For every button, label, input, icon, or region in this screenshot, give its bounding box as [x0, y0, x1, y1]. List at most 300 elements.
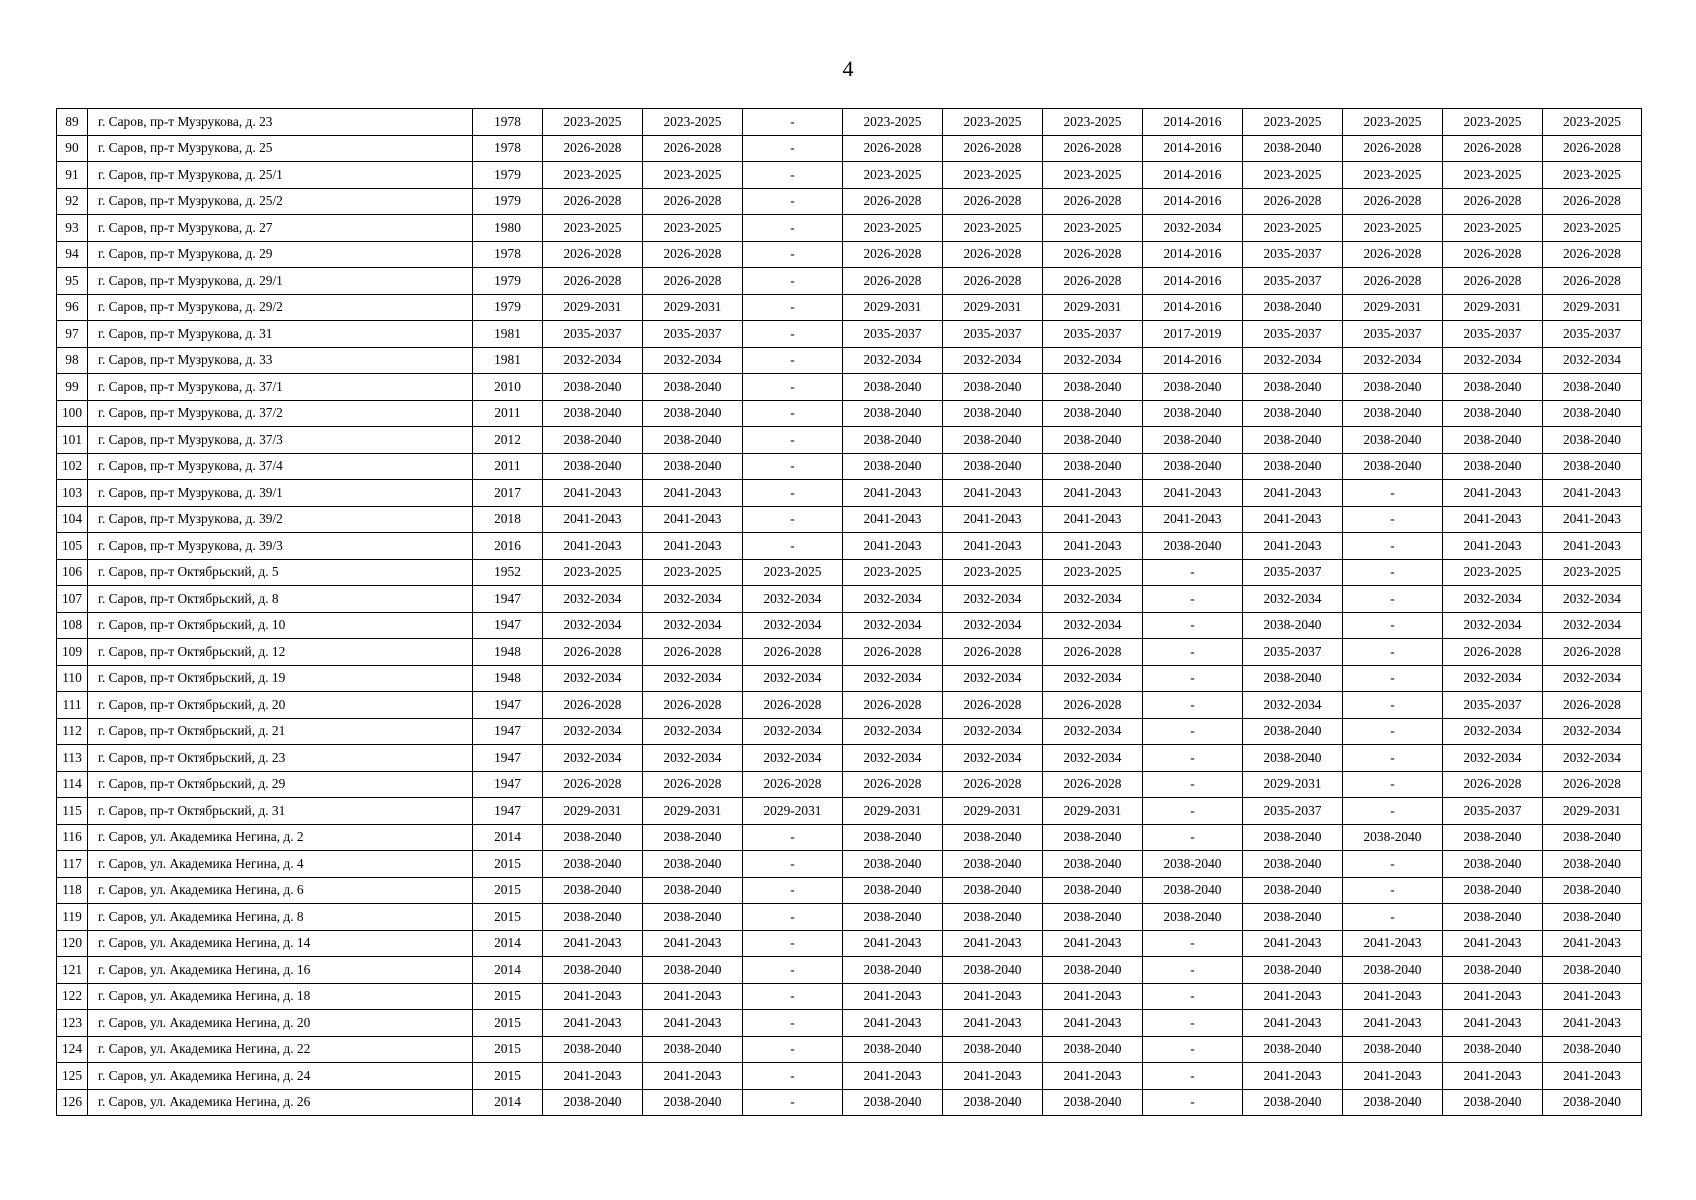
cell-build-year: 2010 [473, 374, 543, 401]
cell-period-6: 2038-2040 [1043, 851, 1143, 878]
cell-period-9: 2038-2040 [1343, 400, 1443, 427]
cell-period-7: - [1143, 612, 1243, 639]
cell-build-year: 1947 [473, 745, 543, 772]
cell-period-7: - [1143, 745, 1243, 772]
cell-period-4: 2026-2028 [843, 135, 943, 162]
cell-build-year: 1952 [473, 559, 543, 586]
cell-period-3: 2026-2028 [743, 692, 843, 719]
cell-period-1: 2038-2040 [543, 877, 643, 904]
cell-period-11: 2032-2034 [1543, 745, 1642, 772]
cell-period-11: 2032-2034 [1543, 612, 1642, 639]
cell-period-9: - [1343, 480, 1443, 507]
table-row [57, 639, 1642, 666]
cell-period-8: 2038-2040 [1243, 665, 1343, 692]
cell-address: г. Саров, пр-т Музрукова, д. 25 [88, 135, 473, 162]
cell-period-6: 2032-2034 [1043, 745, 1143, 772]
cell-period-4: 2032-2034 [843, 586, 943, 613]
cell-period-11: 2038-2040 [1543, 851, 1642, 878]
cell-period-10: 2032-2034 [1443, 745, 1543, 772]
cell-period-10: 2023-2025 [1443, 559, 1543, 586]
cell-period-6: 2032-2034 [1043, 665, 1143, 692]
cell-period-3: 2023-2025 [743, 559, 843, 586]
cell-period-4: 2032-2034 [843, 612, 943, 639]
cell-period-3: 2026-2028 [743, 771, 843, 798]
cell-period-8: 2038-2040 [1243, 745, 1343, 772]
cell-period-7: - [1143, 798, 1243, 825]
cell-period-5: 2038-2040 [943, 427, 1043, 454]
table-row [57, 162, 1642, 189]
cell-period-11: 2032-2034 [1543, 586, 1642, 613]
cell-period-1: 2029-2031 [543, 798, 643, 825]
cell-period-6: 2023-2025 [1043, 162, 1143, 189]
cell-period-6: 2038-2040 [1043, 877, 1143, 904]
cell-period-5: 2032-2034 [943, 612, 1043, 639]
cell-period-6: 2041-2043 [1043, 1010, 1143, 1037]
cell-period-5: 2029-2031 [943, 798, 1043, 825]
cell-period-9: - [1343, 612, 1443, 639]
cell-period-4: 2026-2028 [843, 639, 943, 666]
cell-period-10: 2026-2028 [1443, 639, 1543, 666]
cell-period-6: 2029-2031 [1043, 798, 1143, 825]
cell-period-10: 2035-2037 [1443, 692, 1543, 719]
cell-period-10: 2041-2043 [1443, 480, 1543, 507]
table-row [57, 745, 1642, 772]
cell-period-7: - [1143, 1036, 1243, 1063]
cell-row-number: 108 [57, 612, 88, 639]
cell-period-3: - [743, 400, 843, 427]
cell-row-number: 106 [57, 559, 88, 586]
cell-period-9: 2041-2043 [1343, 1063, 1443, 1090]
cell-period-7: - [1143, 718, 1243, 745]
cell-row-number: 97 [57, 321, 88, 348]
table-row [57, 586, 1642, 613]
cell-period-10: 2023-2025 [1443, 109, 1543, 136]
table-row [57, 692, 1642, 719]
cell-period-9: 2032-2034 [1343, 347, 1443, 374]
table-row [57, 427, 1642, 454]
cell-row-number: 125 [57, 1063, 88, 1090]
table-row [57, 400, 1642, 427]
cell-period-5: 2038-2040 [943, 453, 1043, 480]
cell-period-2: 2038-2040 [643, 851, 743, 878]
cell-row-number: 124 [57, 1036, 88, 1063]
table-row [57, 135, 1642, 162]
cell-address: г. Саров, пр-т Октябрьский, д. 31 [88, 798, 473, 825]
cell-address: г. Саров, пр-т Октябрьский, д. 10 [88, 612, 473, 639]
cell-period-3: - [743, 1036, 843, 1063]
table-row [57, 321, 1642, 348]
cell-period-11: 2026-2028 [1543, 268, 1642, 295]
cell-period-10: 2026-2028 [1443, 241, 1543, 268]
cell-period-9: - [1343, 718, 1443, 745]
cell-period-5: 2041-2043 [943, 983, 1043, 1010]
cell-period-7: 2038-2040 [1143, 904, 1243, 931]
cell-period-11: 2038-2040 [1543, 824, 1642, 851]
cell-address: г. Саров, пр-т Октябрьский, д. 20 [88, 692, 473, 719]
cell-period-2: 2026-2028 [643, 771, 743, 798]
cell-period-1: 2041-2043 [543, 506, 643, 533]
cell-period-10: 2041-2043 [1443, 930, 1543, 957]
cell-period-7: 2014-2016 [1143, 294, 1243, 321]
table-row [57, 453, 1642, 480]
cell-address: г. Саров, пр-т Музрукова, д. 37/3 [88, 427, 473, 454]
cell-period-6: 2038-2040 [1043, 904, 1143, 931]
cell-period-1: 2038-2040 [543, 453, 643, 480]
cell-period-3: - [743, 188, 843, 215]
cell-period-7: 2038-2040 [1143, 851, 1243, 878]
cell-build-year: 2015 [473, 904, 543, 931]
cell-period-9: - [1343, 639, 1443, 666]
cell-period-6: 2026-2028 [1043, 188, 1143, 215]
table-row [57, 188, 1642, 215]
cell-row-number: 100 [57, 400, 88, 427]
cell-period-7: 2038-2040 [1143, 374, 1243, 401]
cell-period-5: 2032-2034 [943, 718, 1043, 745]
cell-period-4: 2041-2043 [843, 930, 943, 957]
cell-build-year: 1947 [473, 771, 543, 798]
cell-address: г. Саров, ул. Академика Негина, д. 4 [88, 851, 473, 878]
cell-period-8: 2038-2040 [1243, 1089, 1343, 1116]
cell-period-8: 2038-2040 [1243, 957, 1343, 984]
cell-period-6: 2038-2040 [1043, 1036, 1143, 1063]
cell-period-8: 2038-2040 [1243, 453, 1343, 480]
cell-period-4: 2038-2040 [843, 877, 943, 904]
cell-period-3: - [743, 109, 843, 136]
cell-row-number: 93 [57, 215, 88, 242]
cell-period-9: 2041-2043 [1343, 1010, 1443, 1037]
cell-row-number: 113 [57, 745, 88, 772]
cell-address: г. Саров, пр-т Музрукова, д. 25/2 [88, 188, 473, 215]
table-row [57, 930, 1642, 957]
cell-period-11: 2038-2040 [1543, 453, 1642, 480]
cell-period-5: 2038-2040 [943, 877, 1043, 904]
cell-period-4: 2041-2043 [843, 533, 943, 560]
cell-period-8: 2038-2040 [1243, 824, 1343, 851]
cell-period-8: 2041-2043 [1243, 983, 1343, 1010]
table-row [57, 1089, 1642, 1116]
cell-period-4: 2026-2028 [843, 771, 943, 798]
cell-period-4: 2026-2028 [843, 188, 943, 215]
cell-period-8: 2035-2037 [1243, 559, 1343, 586]
cell-period-2: 2041-2043 [643, 983, 743, 1010]
cell-address: г. Саров, пр-т Музрукова, д. 39/2 [88, 506, 473, 533]
cell-period-10: 2023-2025 [1443, 162, 1543, 189]
cell-period-7: - [1143, 983, 1243, 1010]
cell-period-9: - [1343, 559, 1443, 586]
cell-period-11: 2023-2025 [1543, 162, 1642, 189]
cell-period-3: - [743, 1063, 843, 1090]
cell-period-9: 2035-2037 [1343, 321, 1443, 348]
cell-period-2: 2038-2040 [643, 1089, 743, 1116]
cell-period-10: 2038-2040 [1443, 453, 1543, 480]
cell-period-4: 2038-2040 [843, 1036, 943, 1063]
cell-period-4: 2032-2034 [843, 347, 943, 374]
cell-period-1: 2041-2043 [543, 1063, 643, 1090]
cell-address: г. Саров, ул. Академика Негина, д. 14 [88, 930, 473, 957]
cell-row-number: 117 [57, 851, 88, 878]
cell-period-2: 2026-2028 [643, 241, 743, 268]
cell-period-11: 2023-2025 [1543, 109, 1642, 136]
cell-row-number: 116 [57, 824, 88, 851]
table-row [57, 268, 1642, 295]
cell-period-2: 2038-2040 [643, 374, 743, 401]
cell-row-number: 104 [57, 506, 88, 533]
cell-period-6: 2026-2028 [1043, 639, 1143, 666]
cell-period-3: - [743, 824, 843, 851]
cell-period-10: 2032-2034 [1443, 718, 1543, 745]
cell-period-4: 2023-2025 [843, 162, 943, 189]
cell-row-number: 91 [57, 162, 88, 189]
cell-period-7: - [1143, 586, 1243, 613]
cell-row-number: 123 [57, 1010, 88, 1037]
cell-period-10: 2038-2040 [1443, 877, 1543, 904]
table-row [57, 798, 1642, 825]
cell-period-9: 2026-2028 [1343, 268, 1443, 295]
cell-period-8: 2038-2040 [1243, 400, 1343, 427]
cell-row-number: 110 [57, 665, 88, 692]
cell-period-9: 2023-2025 [1343, 162, 1443, 189]
cell-period-11: 2032-2034 [1543, 718, 1642, 745]
cell-period-5: 2026-2028 [943, 639, 1043, 666]
cell-period-10: 2041-2043 [1443, 533, 1543, 560]
cell-period-5: 2026-2028 [943, 135, 1043, 162]
cell-period-2: 2026-2028 [643, 188, 743, 215]
cell-period-10: 2038-2040 [1443, 1089, 1543, 1116]
cell-period-2: 2032-2034 [643, 612, 743, 639]
cell-period-3: - [743, 427, 843, 454]
cell-row-number: 111 [57, 692, 88, 719]
cell-period-2: 2035-2037 [643, 321, 743, 348]
cell-period-1: 2038-2040 [543, 824, 643, 851]
cell-period-8: 2038-2040 [1243, 374, 1343, 401]
cell-period-6: 2038-2040 [1043, 453, 1143, 480]
cell-period-7: 2038-2040 [1143, 877, 1243, 904]
cell-period-7: 2041-2043 [1143, 480, 1243, 507]
cell-row-number: 99 [57, 374, 88, 401]
cell-period-9: - [1343, 745, 1443, 772]
cell-address: г. Саров, пр-т Октябрьский, д. 5 [88, 559, 473, 586]
cell-address: г. Саров, пр-т Музрукова, д. 39/3 [88, 533, 473, 560]
cell-period-6: 2041-2043 [1043, 1063, 1143, 1090]
cell-row-number: 94 [57, 241, 88, 268]
cell-period-1: 2026-2028 [543, 241, 643, 268]
cell-period-5: 2038-2040 [943, 400, 1043, 427]
cell-period-2: 2032-2034 [643, 665, 743, 692]
cell-build-year: 1947 [473, 798, 543, 825]
cell-period-4: 2038-2040 [843, 1089, 943, 1116]
cell-period-1: 2026-2028 [543, 639, 643, 666]
cell-period-4: 2038-2040 [843, 427, 943, 454]
cell-period-2: 2038-2040 [643, 957, 743, 984]
cell-period-6: 2041-2043 [1043, 506, 1143, 533]
table-row [57, 718, 1642, 745]
cell-period-6: 2023-2025 [1043, 559, 1143, 586]
cell-build-year: 1978 [473, 109, 543, 136]
cell-period-8: 2041-2043 [1243, 930, 1343, 957]
cell-period-2: 2032-2034 [643, 586, 743, 613]
cell-period-8: 2035-2037 [1243, 798, 1343, 825]
cell-period-1: 2038-2040 [543, 904, 643, 931]
cell-period-11: 2038-2040 [1543, 400, 1642, 427]
cell-period-8: 2038-2040 [1243, 718, 1343, 745]
cell-period-3: - [743, 453, 843, 480]
cell-row-number: 102 [57, 453, 88, 480]
cell-period-8: 2032-2034 [1243, 347, 1343, 374]
cell-period-8: 2029-2031 [1243, 771, 1343, 798]
cell-period-4: 2032-2034 [843, 745, 943, 772]
cell-period-3: - [743, 321, 843, 348]
cell-row-number: 118 [57, 877, 88, 904]
cell-period-6: 2026-2028 [1043, 135, 1143, 162]
cell-period-10: 2032-2034 [1443, 586, 1543, 613]
cell-build-year: 2015 [473, 1036, 543, 1063]
cell-address: г. Саров, ул. Академика Негина, д. 18 [88, 983, 473, 1010]
cell-build-year: 1947 [473, 718, 543, 745]
cell-address: г. Саров, ул. Академика Негина, д. 8 [88, 904, 473, 931]
cell-period-10: 2038-2040 [1443, 400, 1543, 427]
cell-period-3: 2032-2034 [743, 586, 843, 613]
cell-period-7: - [1143, 1010, 1243, 1037]
cell-period-11: 2035-2037 [1543, 321, 1642, 348]
cell-period-3: - [743, 215, 843, 242]
cell-period-1: 2023-2025 [543, 559, 643, 586]
cell-period-6: 2038-2040 [1043, 1089, 1143, 1116]
table-row [57, 877, 1642, 904]
cell-period-7: 2014-2016 [1143, 109, 1243, 136]
cell-row-number: 95 [57, 268, 88, 295]
cell-period-4: 2038-2040 [843, 453, 943, 480]
cell-row-number: 92 [57, 188, 88, 215]
cell-period-8: 2032-2034 [1243, 586, 1343, 613]
cell-period-2: 2038-2040 [643, 427, 743, 454]
cell-period-8: 2041-2043 [1243, 1063, 1343, 1090]
cell-period-8: 2038-2040 [1243, 904, 1343, 931]
cell-row-number: 112 [57, 718, 88, 745]
cell-build-year: 2015 [473, 1010, 543, 1037]
cell-period-5: 2038-2040 [943, 1036, 1043, 1063]
cell-period-11: 2038-2040 [1543, 427, 1642, 454]
cell-period-1: 2041-2043 [543, 930, 643, 957]
cell-row-number: 121 [57, 957, 88, 984]
cell-period-2: 2023-2025 [643, 162, 743, 189]
cell-build-year: 1948 [473, 665, 543, 692]
table-row [57, 347, 1642, 374]
cell-period-4: 2026-2028 [843, 692, 943, 719]
cell-period-8: 2026-2028 [1243, 188, 1343, 215]
cell-period-1: 2038-2040 [543, 427, 643, 454]
cell-period-3: - [743, 506, 843, 533]
cell-period-8: 2023-2025 [1243, 215, 1343, 242]
cell-period-11: 2038-2040 [1543, 904, 1642, 931]
cell-period-10: 2038-2040 [1443, 1036, 1543, 1063]
cell-period-3: - [743, 294, 843, 321]
cell-period-2: 2023-2025 [643, 559, 743, 586]
cell-period-4: 2023-2025 [843, 109, 943, 136]
cell-period-7: - [1143, 559, 1243, 586]
cell-period-4: 2038-2040 [843, 904, 943, 931]
cell-build-year: 1979 [473, 294, 543, 321]
cell-period-10: 2038-2040 [1443, 374, 1543, 401]
table-row [57, 904, 1642, 931]
cell-build-year: 1978 [473, 135, 543, 162]
table-row [57, 480, 1642, 507]
cell-period-5: 2038-2040 [943, 374, 1043, 401]
cell-address: г. Саров, ул. Академика Негина, д. 26 [88, 1089, 473, 1116]
cell-address: г. Саров, ул. Академика Негина, д. 20 [88, 1010, 473, 1037]
cell-period-7: - [1143, 930, 1243, 957]
cell-period-1: 2038-2040 [543, 374, 643, 401]
cell-period-1: 2023-2025 [543, 109, 643, 136]
cell-period-3: - [743, 851, 843, 878]
cell-period-3: - [743, 241, 843, 268]
cell-period-11: 2026-2028 [1543, 188, 1642, 215]
cell-period-11: 2029-2031 [1543, 798, 1642, 825]
cell-period-5: 2038-2040 [943, 824, 1043, 851]
cell-row-number: 114 [57, 771, 88, 798]
cell-period-5: 2041-2043 [943, 480, 1043, 507]
cell-period-4: 2026-2028 [843, 241, 943, 268]
cell-period-2: 2032-2034 [643, 347, 743, 374]
cell-period-1: 2029-2031 [543, 294, 643, 321]
cell-period-8: 2041-2043 [1243, 480, 1343, 507]
cell-period-5: 2023-2025 [943, 215, 1043, 242]
cell-period-6: 2032-2034 [1043, 718, 1143, 745]
schedule-table [56, 108, 1642, 1116]
cell-period-5: 2038-2040 [943, 851, 1043, 878]
cell-period-5: 2035-2037 [943, 321, 1043, 348]
cell-build-year: 2014 [473, 1089, 543, 1116]
cell-period-4: 2038-2040 [843, 851, 943, 878]
cell-address: г. Саров, пр-т Октябрьский, д. 19 [88, 665, 473, 692]
cell-period-10: 2038-2040 [1443, 851, 1543, 878]
cell-row-number: 109 [57, 639, 88, 666]
cell-period-6: 2041-2043 [1043, 930, 1143, 957]
cell-period-2: 2038-2040 [643, 824, 743, 851]
cell-period-4: 2041-2043 [843, 506, 943, 533]
cell-period-6: 2026-2028 [1043, 771, 1143, 798]
cell-period-5: 2026-2028 [943, 692, 1043, 719]
cell-period-9: 2038-2040 [1343, 957, 1443, 984]
cell-period-11: 2029-2031 [1543, 294, 1642, 321]
table-row [57, 1010, 1642, 1037]
cell-period-10: 2038-2040 [1443, 824, 1543, 851]
cell-period-10: 2026-2028 [1443, 771, 1543, 798]
cell-period-2: 2041-2043 [643, 533, 743, 560]
cell-build-year: 1947 [473, 586, 543, 613]
cell-row-number: 96 [57, 294, 88, 321]
cell-build-year: 2011 [473, 400, 543, 427]
cell-period-6: 2023-2025 [1043, 109, 1143, 136]
cell-build-year: 1979 [473, 268, 543, 295]
cell-address: г. Саров, ул. Академика Негина, д. 24 [88, 1063, 473, 1090]
cell-period-3: - [743, 268, 843, 295]
cell-period-7: 2032-2034 [1143, 215, 1243, 242]
cell-period-11: 2038-2040 [1543, 1036, 1642, 1063]
cell-period-3: - [743, 1089, 843, 1116]
cell-period-8: 2038-2040 [1243, 851, 1343, 878]
cell-row-number: 122 [57, 983, 88, 1010]
cell-period-7: - [1143, 1063, 1243, 1090]
cell-period-6: 2026-2028 [1043, 268, 1143, 295]
cell-period-3: - [743, 930, 843, 957]
cell-period-11: 2038-2040 [1543, 957, 1642, 984]
table-row [57, 241, 1642, 268]
cell-period-3: - [743, 135, 843, 162]
cell-period-7: 2014-2016 [1143, 162, 1243, 189]
cell-period-11: 2032-2034 [1543, 665, 1642, 692]
cell-period-1: 2038-2040 [543, 851, 643, 878]
cell-period-8: 2023-2025 [1243, 162, 1343, 189]
